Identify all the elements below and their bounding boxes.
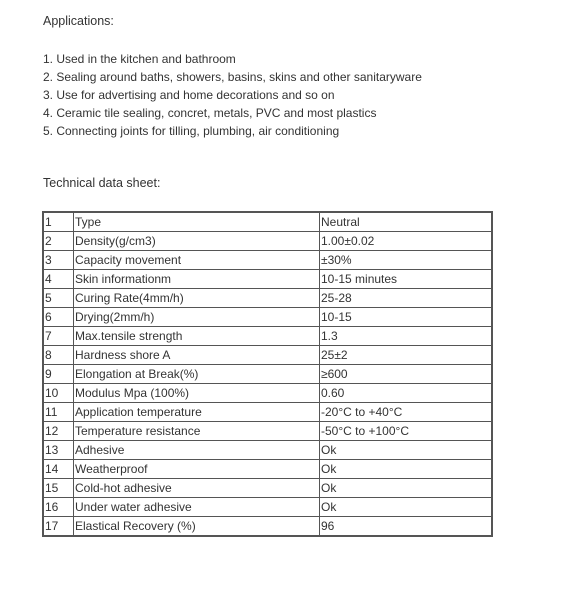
property-cell: Modulus Mpa (100%)	[74, 384, 320, 403]
table-row	[43, 289, 492, 308]
row-number-cell: 3	[43, 251, 74, 270]
table-row	[43, 460, 492, 479]
application-item: 1. Used in the kitchen and bathroom	[43, 52, 236, 66]
property-cell: Drying(2mm/h)	[74, 308, 320, 327]
table-row	[43, 479, 492, 498]
row-number-cell: 1	[43, 212, 74, 232]
table-row	[43, 346, 492, 365]
property-cell: Adhesive	[74, 441, 320, 460]
value-cell: ±30%	[320, 251, 493, 270]
table-row	[43, 498, 492, 517]
property-cell: Weatherproof	[74, 460, 320, 479]
value-cell: Neutral	[320, 212, 493, 232]
property-cell: Elastical Recovery (%)	[74, 517, 320, 537]
row-number-cell: 6	[43, 308, 74, 327]
property-cell: Under water adhesive	[74, 498, 320, 517]
table-row	[43, 232, 492, 251]
table-row	[43, 365, 492, 384]
value-cell: Ok	[320, 479, 493, 498]
technical-data-table	[42, 211, 493, 537]
value-cell: 96	[320, 517, 493, 537]
value-cell: 25-28	[320, 289, 493, 308]
row-number-cell: 7	[43, 327, 74, 346]
application-item: 5. Connecting joints for tilling, plumbing, air conditioning	[43, 124, 340, 138]
property-cell: Skin informationm	[74, 270, 320, 289]
row-number-cell: 4	[43, 270, 74, 289]
row-number-cell: 11	[43, 403, 74, 422]
value-cell: 10-15	[320, 308, 493, 327]
table-row	[43, 308, 492, 327]
applications-list	[43, 50, 422, 140]
value-cell: Ok	[320, 460, 493, 479]
value-cell: 25±2	[320, 346, 493, 365]
property-cell: Max.tensile strength	[74, 327, 320, 346]
table-row	[43, 212, 492, 232]
value-cell: 1.3	[320, 327, 493, 346]
property-cell: Density(g/cm3)	[74, 232, 320, 251]
row-number-cell: 2	[43, 232, 74, 251]
row-number-cell: 15	[43, 479, 74, 498]
table-row	[43, 327, 492, 346]
property-cell: Hardness shore A	[74, 346, 320, 365]
property-cell: Type	[74, 212, 320, 232]
row-number-cell: 16	[43, 498, 74, 517]
table-row	[43, 441, 492, 460]
property-cell: Application temperature	[74, 403, 320, 422]
application-item: 2. Sealing around baths, showers, basins, skins and other sanitaryware	[43, 70, 422, 84]
row-number-cell: 5	[43, 289, 74, 308]
value-cell: Ok	[320, 441, 493, 460]
row-number-cell: 17	[43, 517, 74, 537]
table-row	[43, 517, 492, 537]
technical-data-table-body	[43, 212, 492, 536]
table-row	[43, 422, 492, 441]
application-item: 3. Use for advertising and home decorations and so on	[43, 88, 335, 102]
applications-heading: Applications:	[43, 14, 114, 28]
property-cell: Elongation at Break(%)	[74, 365, 320, 384]
row-number-cell: 14	[43, 460, 74, 479]
property-cell: Temperature resistance	[74, 422, 320, 441]
value-cell: 1.00±0.02	[320, 232, 493, 251]
value-cell: 10-15 minutes	[320, 270, 493, 289]
property-cell: Curing Rate(4mm/h)	[74, 289, 320, 308]
application-item: 4. Ceramic tile sealing, concret, metals, PVC and most plastics	[43, 106, 377, 120]
row-number-cell: 13	[43, 441, 74, 460]
table-row	[43, 403, 492, 422]
value-cell: -20°C to +40°C	[320, 403, 493, 422]
table-row	[43, 384, 492, 403]
technical-data-heading: Technical data sheet:	[43, 176, 161, 190]
table-row	[43, 251, 492, 270]
value-cell: 0.60	[320, 384, 493, 403]
row-number-cell: 9	[43, 365, 74, 384]
value-cell: Ok	[320, 498, 493, 517]
table-row	[43, 270, 492, 289]
value-cell: -50°C to +100°C	[320, 422, 493, 441]
row-number-cell: 12	[43, 422, 74, 441]
property-cell: Cold-hot adhesive	[74, 479, 320, 498]
property-cell: Capacity movement	[74, 251, 320, 270]
row-number-cell: 8	[43, 346, 74, 365]
row-number-cell: 10	[43, 384, 74, 403]
value-cell: ≥600	[320, 365, 493, 384]
